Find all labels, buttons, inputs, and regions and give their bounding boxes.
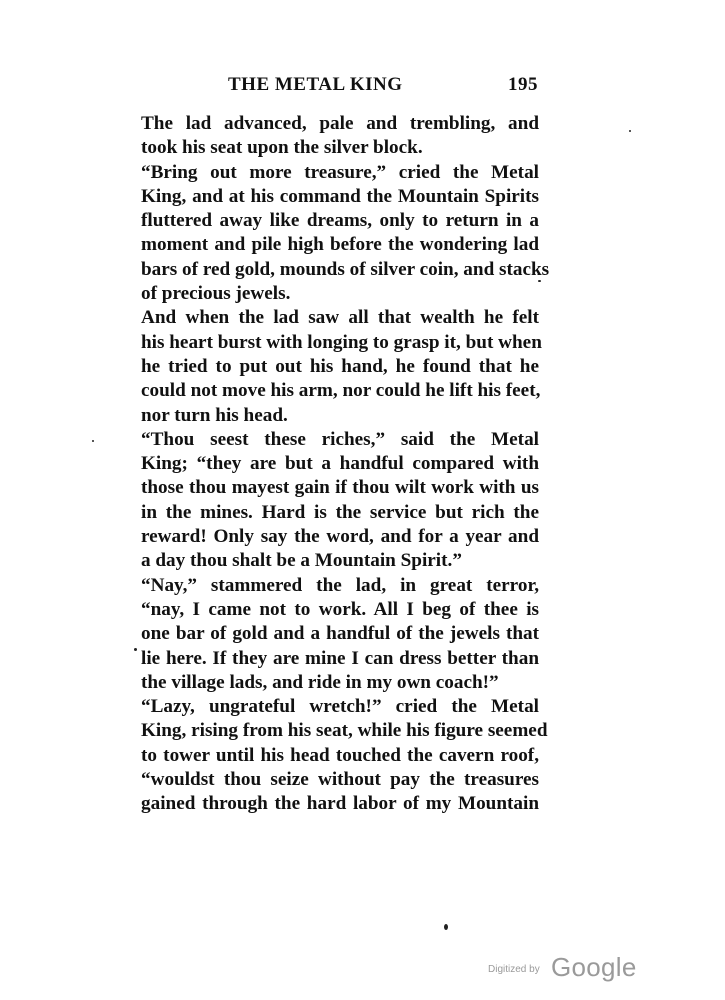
scan-speck: [92, 440, 94, 442]
text-line: “Bring out more treasure,” cried the Metal: [141, 161, 539, 183]
text-line: his heart burst with longing to grasp it, but when: [141, 331, 542, 353]
text-line: “nay, I came not to work. All I beg of thee is: [141, 598, 539, 620]
body-text: [141, 112, 550, 817]
text-line: King, rising from his seat, while his figure seemed: [141, 720, 548, 742]
text-line: “wouldst thou seize without pay the treasures: [141, 769, 539, 791]
scan-speck: [444, 924, 448, 930]
watermark-prefix: Digitized by: [488, 964, 540, 975]
text-line: fluttered away like dreams, only to return in a: [141, 210, 539, 232]
text-line: one bar of gold and a handful of the jewels that: [141, 623, 539, 645]
text-line: those thou mayest gain if thou wilt work with us: [141, 477, 539, 499]
text-line: The lad advanced, pale and trembling, and: [141, 113, 539, 134]
chapter-title: THE METAL KING: [228, 74, 403, 95]
scan-speck: [538, 280, 541, 282]
text-line: And when the lad saw all that wealth he felt: [141, 307, 539, 329]
scan-speck: [629, 130, 631, 132]
text-line: King, and at his command the Mountain Spirits: [141, 185, 539, 207]
text-line: reward! Only say the word, and for a year and: [141, 526, 539, 548]
text-line: moment and pile high before the wondering lad: [141, 234, 539, 256]
text-line: “Lazy, ungrateful wretch!” cried the Metal: [141, 696, 539, 718]
text-line: gained through the hard labor of my Mountain: [141, 793, 539, 815]
text-line: “Thou seest these riches,” said the Metal: [141, 428, 539, 450]
text-line: of precious jewels.: [141, 283, 291, 305]
text-line: could not move his arm, nor could he lift his feet,: [141, 380, 541, 402]
text-line: to tower until his head touched the cavern roof,: [141, 744, 539, 766]
text-line: took his seat upon the silver block.: [141, 137, 423, 159]
text-line: in the mines. Hard is the service but rich the: [141, 501, 539, 523]
text-line: King; “they are but a handful compared with: [141, 453, 539, 475]
text-line: a day thou shalt be a Mountain Spirit.”: [141, 550, 462, 572]
scan-speck: [134, 648, 137, 651]
text-line: lie here. If they are mine I can dress better than: [141, 647, 539, 669]
google-logo: Google: [551, 952, 637, 982]
text-line: nor turn his head.: [141, 404, 288, 426]
running-head: [140, 74, 540, 102]
text-line: the village lads, and ride in my own coach!”: [141, 671, 499, 693]
text-line: bars of red gold, mounds of silver coin, and stacks: [141, 258, 550, 280]
page-number: 195: [508, 74, 538, 95]
text-line: he tried to put out his hand, he found that he: [141, 355, 539, 377]
text-line: “Nay,” stammered the lad, in great terror,: [141, 574, 539, 596]
